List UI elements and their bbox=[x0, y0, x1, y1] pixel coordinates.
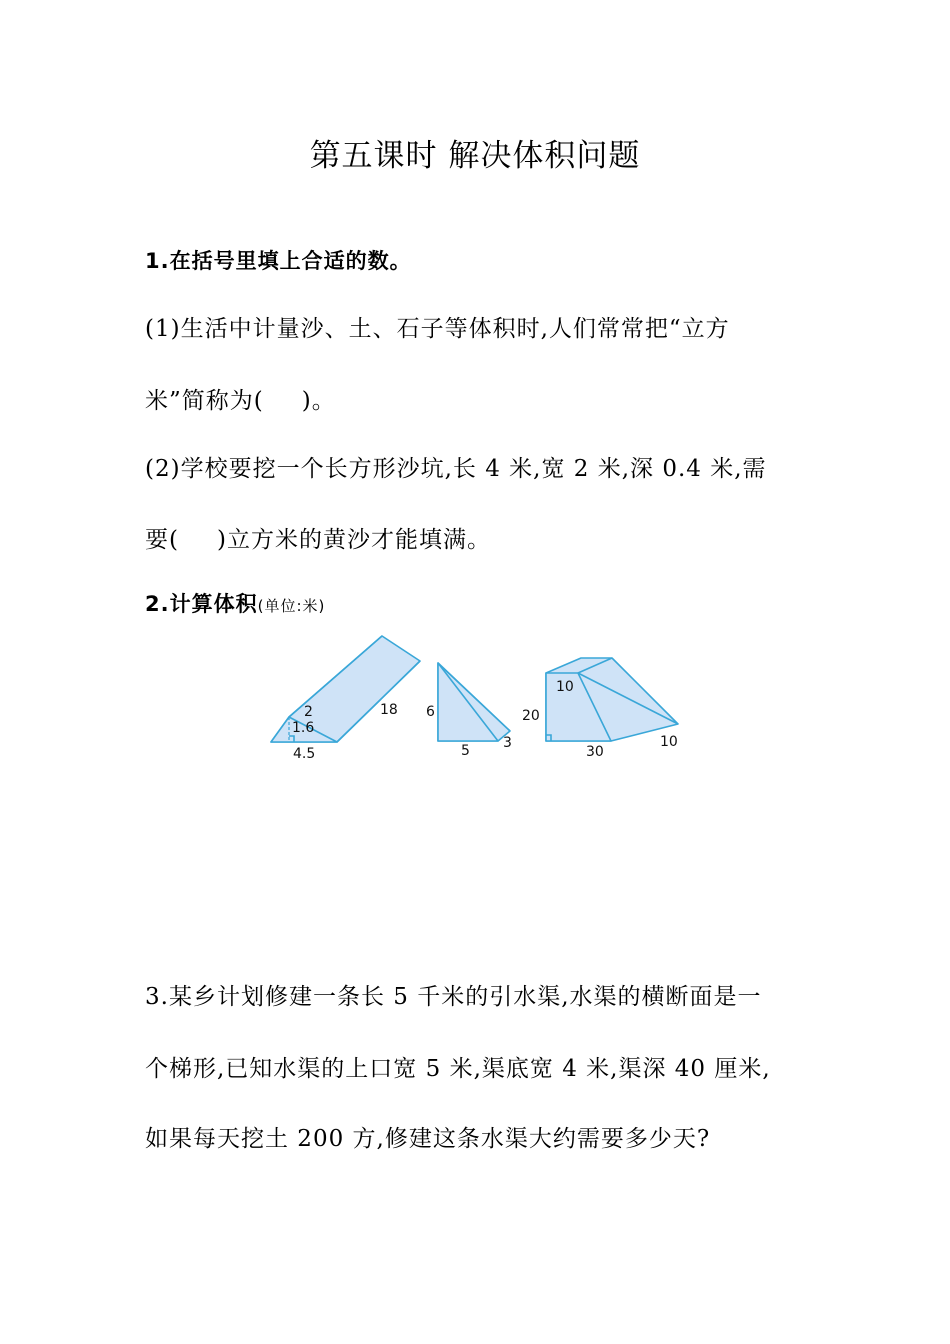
prism-2-base-label: 5 bbox=[461, 743, 470, 759]
triangular-prism-figure bbox=[271, 636, 420, 762]
triangle-prism-figure-2 bbox=[426, 663, 512, 759]
question-1-part-2-line-1: (2)学校要挖一个长方形沙坑,长 4 米,宽 2 米,深 0.4 米,需 bbox=[145, 456, 767, 482]
prism-2-depth-label: 3 bbox=[503, 735, 512, 751]
page-title: 第五课时 解决体积问题 bbox=[309, 138, 641, 174]
question-2-unit: (单位:米) bbox=[257, 597, 326, 615]
prism-3-depth-label: 10 bbox=[660, 734, 678, 750]
question-1-part-2-line-2 bbox=[145, 521, 491, 554]
question-1-heading: 1.在括号里填上合适的数。 bbox=[145, 249, 412, 273]
volume-figures bbox=[260, 625, 700, 765]
trapezoid-prism-figure bbox=[522, 658, 678, 760]
question-3-line-2: 个梯形,已知水渠的上口宽 5 米,渠底宽 4 米,渠深 40 厘米, bbox=[145, 1056, 771, 1082]
prism-1-length-label: 18 bbox=[380, 702, 398, 718]
question-3-line-3: 如果每天挖土 200 方,修建这条水渠大约需要多少天? bbox=[145, 1126, 711, 1152]
question-1-part-2-text-b: )立方米的黄沙才能填满。 bbox=[216, 527, 491, 553]
question-1-part-1-text-b: )。 bbox=[301, 388, 336, 414]
prism-1-base-label: 4.5 bbox=[293, 746, 316, 762]
question-2-heading-text: 2.计算体积 bbox=[145, 592, 258, 616]
question-1-part-1-text-a: 米”简称为( bbox=[145, 388, 264, 414]
question-1-part-1-line-1: (1)生活中计量沙、土、石子等体积时,人们常常把“立方 bbox=[145, 316, 730, 342]
question-2-heading bbox=[145, 588, 325, 618]
question-1-part-2-text-a: 要( bbox=[145, 527, 179, 553]
prism-2-height-label: 6 bbox=[426, 704, 435, 720]
question-1-part-1-line-2 bbox=[145, 382, 336, 415]
question-3-line-1: 3.某乡计划修建一条长 5 千米的引水渠,水渠的横断面是一 bbox=[145, 984, 762, 1010]
prism-3-base-label: 30 bbox=[586, 744, 604, 760]
prism-3-height-label: 20 bbox=[522, 708, 540, 724]
prism-2-front-face bbox=[438, 663, 498, 741]
prism-1-height-label: 1.6 bbox=[292, 720, 315, 736]
prism-3-top-label: 10 bbox=[556, 679, 574, 695]
prism-1-side-label: 2 bbox=[304, 704, 313, 720]
